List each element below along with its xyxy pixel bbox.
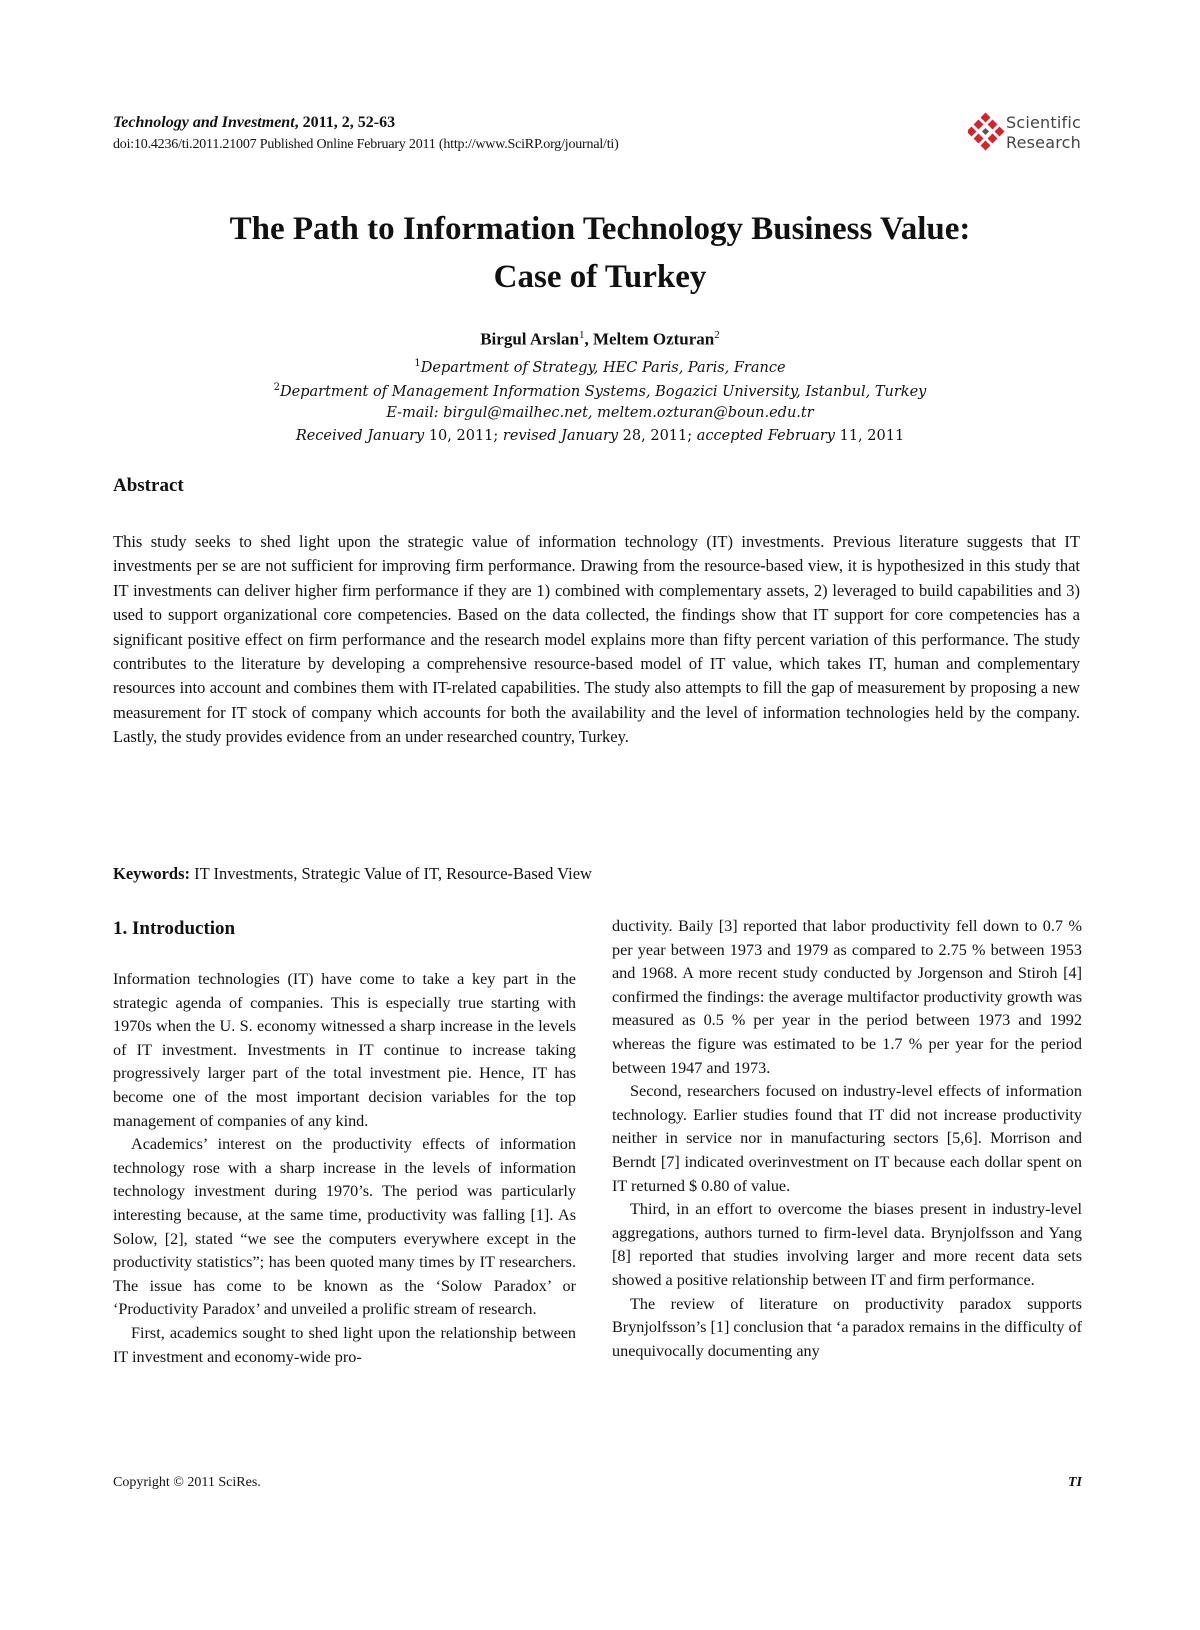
affiliation-2-text: Department of Management Information Systems, Bogazici University, Istanbul, Turkey bbox=[280, 383, 927, 400]
paragraph: ductivity. Baily [3] reported that labor productivity fell down to 0.7 % per year between 1973 and 1979 as compared to 2.75 % between 1953 and 1968. A more recent study conducted by Jorgenson and Stiroh [4] confirmed the findings: the average multifactor productivity growth was measured as 0.5 % per year in the period between 1973 and 1992 whereas the figure was estimated to be 1.7 % per year for the period between 1947 and 1973. bbox=[612, 917, 1082, 1077]
affiliation-1-sup: 1 bbox=[414, 358, 421, 369]
copyright: Copyright © 2011 SciRes. bbox=[113, 1475, 261, 1490]
author-2: Meltem Ozturan bbox=[592, 329, 715, 349]
doi-line: doi:10.4236/ti.2011.21007 Published Online February 2011 (http://www.SciRP.org/journal/ti) bbox=[113, 137, 619, 152]
logo-line-2: Research bbox=[1006, 133, 1081, 152]
journal-name: Technology and Investment bbox=[113, 114, 295, 131]
affiliation-2-sup: 2 bbox=[273, 382, 280, 393]
revised-label: revised January bbox=[502, 428, 619, 444]
paper-title bbox=[100, 205, 1100, 301]
scientific-research-logo-icon bbox=[968, 112, 1008, 158]
abstract-text: This study seeks to shed light upon the strategic value of information technology (IT) investments. Previous literature suggests that IT investments per se are not sufficient for improving firm performance. Drawing from the resource-based view, it is hypothesized in this study that IT investments can deliver higher firm performance if they are 1) combined with complementary assets, 2) leveraged to build capabilities and 3) used to support organizational core competencies. Based on the data collected, the findings show that IT support for core competencies has a significant positive effect on firm performance and the research model explains more than fifty percent variation of this performance. The study contributes to the literature by developing a comprehensive resource-based model of IT value, which takes IT, human and complementary resources into account and combines them with IT-related capabilities. The study also attempts to fill the gap of measurement by proposing a new measurement for IT stock of company which accounts for both the availability and the level of information technologies held by the company. Lastly, the study provides evidence from an under researched country, Turkey. bbox=[113, 532, 1080, 747]
author-separator: , bbox=[584, 329, 593, 349]
authors bbox=[0, 329, 1200, 350]
paragraph: Second, researchers focused on industry-level effects of information technology. Earlier studies found that IT did not increase productivity neither in service nor in manufacturing sectors [5,6]. Morrison and Berndt [7] indicated overinvestment on IT because each dollar spent on IT returned $ 0.80 of value. bbox=[612, 1082, 1082, 1195]
journal-volume: , 2011, 2, 52-63 bbox=[294, 114, 396, 131]
author-1: Birgul Arslan bbox=[480, 329, 579, 349]
paragraph: Third, in an effort to overcome the biases present in industry-level aggregations, authors turned to firm-level data. Brynjolfsson and Yang [8] reported that studies involving larger and more recent data sets showed a positive relationship between IT and firm performance. bbox=[612, 1200, 1082, 1289]
keywords-label: Keywords: bbox=[113, 864, 190, 883]
paragraph: The review of literature on productivity paradox supports Brynjolfsson’s [1] conclusion that ‘a paradox remains in the difficulty of unequivocally documenting any bbox=[612, 1294, 1082, 1360]
keywords-text: IT Investments, Strategic Value of IT, Resource-Based View bbox=[190, 864, 592, 883]
received-date: 10, 2011; bbox=[424, 428, 503, 444]
received-line bbox=[0, 428, 1200, 444]
journal-abbreviation: TI bbox=[1068, 1475, 1082, 1490]
accepted-label: accepted February bbox=[696, 428, 835, 444]
affiliation-2 bbox=[0, 382, 1200, 400]
logo-text bbox=[1006, 113, 1081, 153]
paper-title-line-2: Case of Turkey bbox=[493, 259, 707, 295]
keywords bbox=[113, 864, 592, 884]
left-column bbox=[113, 968, 576, 1369]
affiliation-1 bbox=[0, 358, 1200, 376]
accepted-date: 11, 2011 bbox=[834, 428, 905, 444]
journal-citation bbox=[113, 114, 395, 132]
logo-line-1: Scientific bbox=[1006, 113, 1081, 132]
right-column bbox=[612, 915, 1082, 1363]
paragraph: First, academics sought to shed light upon the relationship between IT investment and economy-wide pro- bbox=[113, 1323, 576, 1366]
affiliation-1-text: Department of Strategy, HEC Paris, Paris, France bbox=[420, 359, 786, 376]
section-heading-introduction: 1. Introduction bbox=[113, 918, 236, 939]
author-2-sup: 2 bbox=[714, 329, 720, 341]
email-line: E-mail: birgul@mailhec.net, meltem.ozturan@boun.edu.tr bbox=[386, 405, 814, 421]
paragraph: Information technologies (IT) have come to take a key part in the strategic agenda of companies. This is especially true starting with 1970s when the U. S. economy witnessed a sharp increase in the levels of IT investment. Investments in IT continue to increase taking progressively larger part of the total investment pie. Hence, IT has become one of the most important decision variables for the top management of companies of any kind. bbox=[113, 970, 576, 1130]
abstract-heading: Abstract bbox=[113, 475, 184, 496]
revised-date: 28, 2011; bbox=[618, 428, 697, 444]
paragraph: Academics’ interest on the productivity effects of information technology rose with a sharp increase in the levels of information technology investment during 1970’s. The period was particularly interesting because, at the same time, productivity was falling [1]. As Solow, [2], stated “we see the computers everywhere except in the productivity statistics”; has been quoted many times by IT researchers. The issue has come to be known as the ‘Solow Paradox’ or ‘Productivity Paradox’ and unveiled a prolific stream of research. bbox=[113, 1135, 576, 1319]
received-label: Received January bbox=[295, 428, 425, 444]
author-1-sup: 1 bbox=[578, 329, 585, 341]
paper-title-line-1: The Path to Information Technology Business Value: bbox=[229, 211, 971, 247]
